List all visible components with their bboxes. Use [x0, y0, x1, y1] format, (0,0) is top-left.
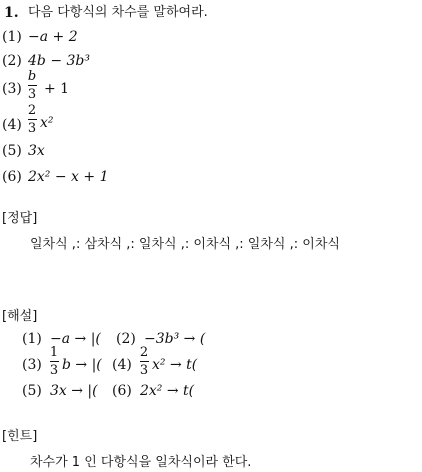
fraction-bar — [28, 85, 37, 86]
explanation-label-4: (4) — [112, 357, 132, 373]
explanation-label-3: (3) — [22, 357, 42, 373]
item-expr-6: 2x² − x + 1 — [28, 169, 109, 185]
fraction-bar — [50, 361, 59, 362]
explanation-expr-4: x² → t( — [152, 357, 198, 373]
explanation-label-1: (1) — [22, 331, 42, 347]
question-prompt: 다음 다항식의 차수를 말하여라. — [28, 5, 208, 20]
fraction-denominator: 3 — [139, 363, 149, 378]
explanation-label-5: (5) — [22, 383, 42, 399]
item-rest-3: + 1 — [44, 81, 70, 97]
explanation-expr-5: 3x → |( — [50, 383, 98, 399]
item-expr-5: 3x — [28, 143, 45, 159]
fraction-numerator: 1 — [49, 345, 59, 360]
explanation-label-6: (6) — [112, 383, 132, 399]
explanation-header: [해설] — [2, 309, 38, 324]
question-number: 1. — [4, 5, 19, 21]
item-rest-4: x² — [40, 115, 54, 131]
item-label-1: (1) — [2, 29, 22, 45]
answer-header: [정답] — [2, 211, 38, 226]
fraction-denominator: 3 — [49, 363, 59, 378]
fraction-bar — [140, 361, 149, 362]
item-fraction-4 — [26, 104, 38, 135]
fraction-denominator: 3 — [27, 121, 37, 136]
fraction-denominator: 3 — [27, 87, 37, 102]
explanation-expr-3: b → |( — [62, 357, 102, 373]
item-label-6: (6) — [2, 169, 22, 185]
explanation-label-2: (2) — [116, 331, 136, 347]
explanation-fraction-4 — [138, 346, 150, 377]
answer-text: 일차식 ,: 삼차식 ,: 일차식 ,: 이차식 ,: 일차식 ,: 이차식 — [30, 237, 340, 252]
item-expr-1: −a + 2 — [28, 29, 78, 45]
explanation-fraction-3 — [48, 346, 60, 377]
item-label-5: (5) — [2, 143, 22, 159]
explanation-expr-6: 2x² → t( — [140, 383, 195, 399]
explanation-expr-1: −a → |( — [50, 331, 101, 347]
item-label-2: (2) — [2, 53, 22, 69]
item-label-3: (3) — [2, 81, 22, 97]
item-label-4: (4) — [2, 117, 22, 133]
fraction-numerator: b — [27, 69, 37, 84]
hint-header: [힌트] — [2, 429, 38, 444]
item-fraction-3 — [26, 70, 38, 101]
explanation-expr-2: −3b³ → ( — [144, 331, 206, 347]
fraction-numerator: 2 — [27, 103, 37, 118]
item-expr-2: 4b − 3b³ — [28, 53, 90, 69]
hint-text: 차수가 1 인 다항식을 일차식이라 한다. — [30, 455, 252, 470]
fraction-bar — [28, 119, 37, 120]
fraction-numerator: 2 — [139, 345, 149, 360]
